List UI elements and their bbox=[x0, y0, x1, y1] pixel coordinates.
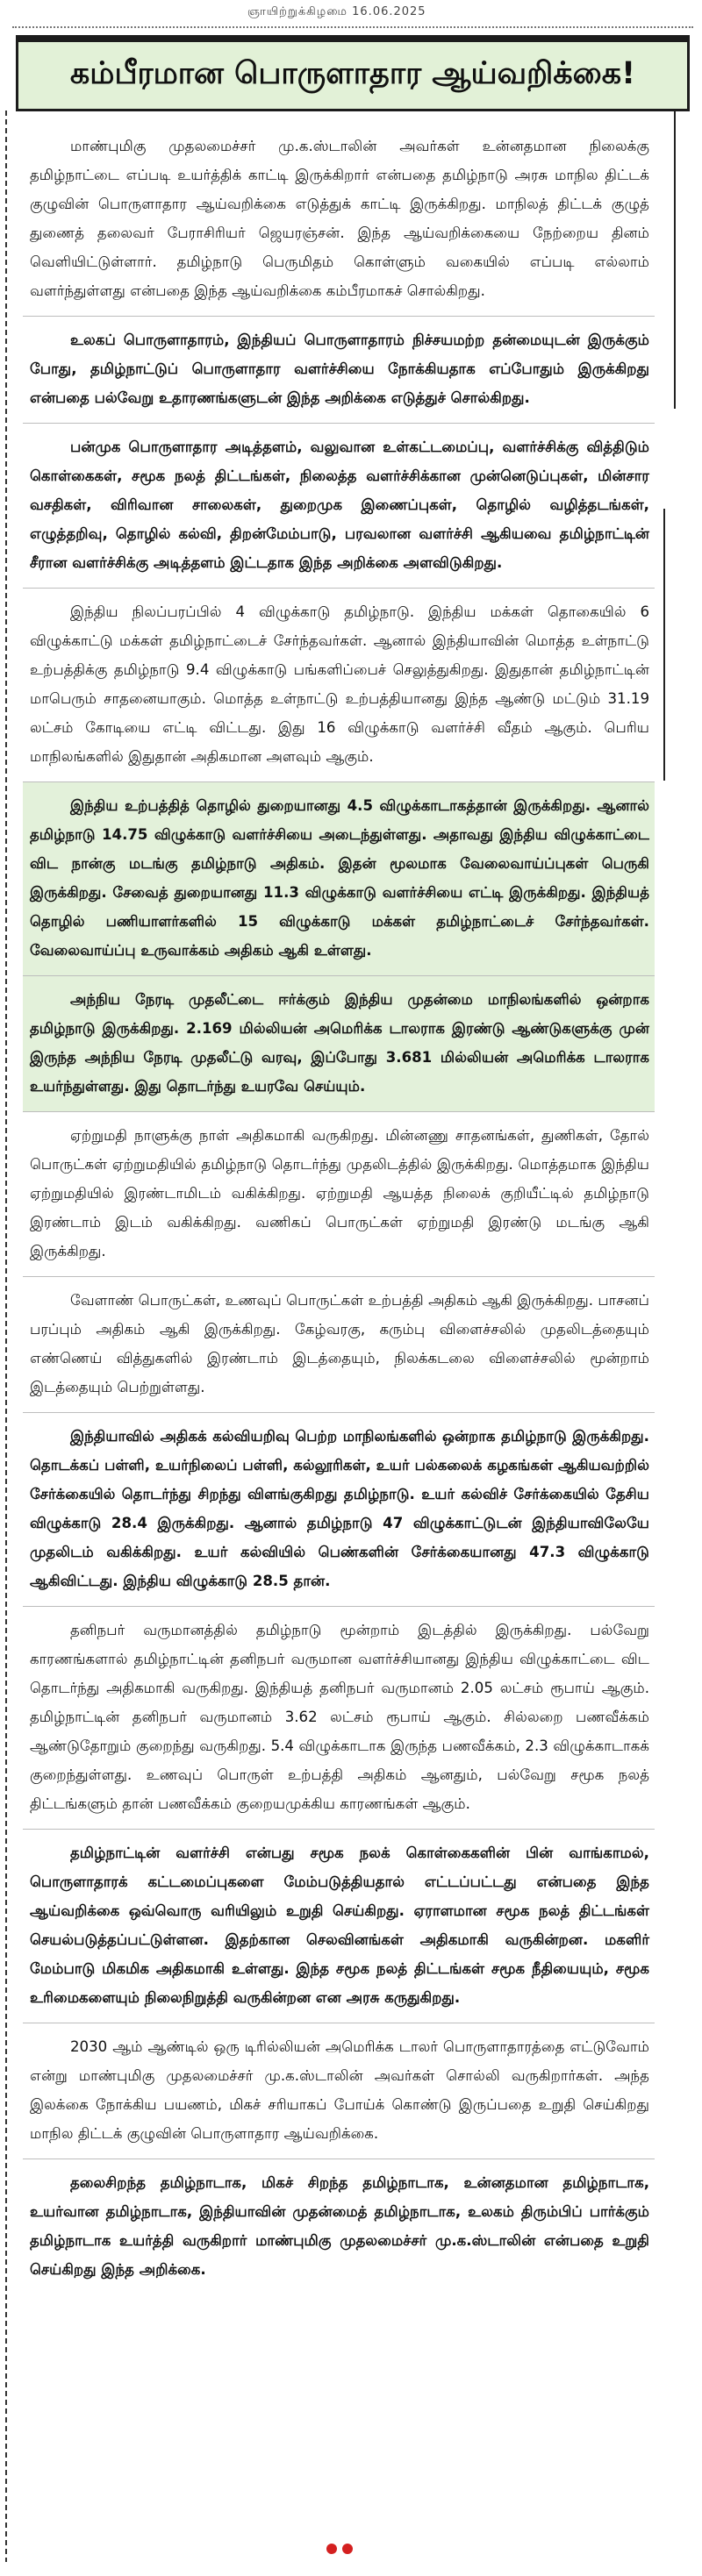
paragraph: 2030 ஆம் ஆண்டில் ஒரு டிரில்லியன் அமெரிக்க டாலர் பொருளாதாரத்தை எட்டுவோம் என்று மாண்புமிகு முதலமைச்சர் மு.க.ஸ்டாலின் அவர்கள் சொல்லி வருகிறார்கள். அந்த இலக்கை நோக்கிய பயணம், மிகச் சரியாகப் போய்க் கொண்டு இருப்பதை உறுதி செய்கிறது மாநில திட்டக் குழுவின் பொருளாதார ஆய்வறிக்கை. bbox=[23, 2023, 655, 2159]
paragraph: தலைசிறந்த தமிழ்நாடாக, மிகச் சிறந்த தமிழ்நாடாக, உன்னதமான தமிழ்நாடாக, உயர்வான தமிழ்நாடாக, இந்தியாவின் முதன்மைத் தமிழ்நாடாக, உலகம் திரும்பிப் பார்க்கும் தமிழ்நாடாக உயர்த்தி வருகிறார் மாண்புமிகு முதலமைச்சர் மு.க.ஸ்டாலின் என்பதை உறுதி செய்கிறது இந்த அறிக்கை. bbox=[23, 2159, 655, 2294]
headline-box bbox=[16, 35, 690, 111]
date-text: ஞாயிற்றுக்கிழமை 16.06.2025 bbox=[247, 5, 426, 18]
article-body bbox=[23, 123, 655, 2294]
paragraph: இந்திய நிலப்பரப்பில் 4 விழுக்காடு தமிழ்நாடு. இந்திய மக்கள் தொகையில் 6 விழுக்காட்டு மக்கள் தமிழ்நாட்டைச் சேர்ந்தவர்கள். ஆனால் இந்தியாவின் மொத்த உள்நாட்டு உற்பத்திக்கு தமிழ்நாடு 9.4 விழுக்காடு பங்களிப்பைச் செலுத்துகிறது. இதுதான் தமிழ்நாட்டின் மாபெரும் சாதனையாகும். மொத்த உள்நாட்டு உற்பத்தியானது இந்த ஆண்டு மட்டும் 31.19 லட்சம் கோடியை எட்டி விட்டது. இது 16 விழுக்காடு வளர்ச்சி வீதம் ஆகும். பெரிய மாநிலங்களில் இதுதான் அதிகமான அளவும் ஆகும். bbox=[23, 588, 655, 781]
column-rule-left bbox=[5, 111, 7, 2562]
paragraph: ஏற்றுமதி நாளுக்கு நாள் அதிகமாகி வருகிறது. மின்னணு சாதனங்கள், துணிகள், தோல் பொருட்கள் ஏற்றுமதியில் தமிழ்நாடு தொடர்ந்து முதலிடத்தில் இருக்கிறது. மொத்தமாக இந்திய ஏற்றுமதியில் இரண்டாமிடம் வகிக்கிறது. ஏற்றுமதி ஆயத்த நிலைக் குறியீட்டில் தமிழ்நாடு இரண்டாம் இடம் வகிக்கிறது. வணிகப் பொருட்கள் ஏற்றுமதி இரண்டு மடங்கு ஆகி இருக்கிறது. bbox=[23, 1111, 655, 1276]
paragraph: தமிழ்நாட்டின் வளர்ச்சி என்பது சமூக நலக் கொள்கைகளின் பின் வாங்காமல், பொருளாதாரக் கட்டமைப்புகளை மேம்படுத்தியதால் எட்டப்பட்டது என்பதை இந்த ஆய்வறிக்கை ஒவ்வொரு வரியிலும் உறுதி செய்கிறது. ஏராளமான சமூக நலத் திட்டங்கள் செயல்படுத்தப்பட்டுள்ளன. இதற்கான செலவினங்கள் அதிகமாகி வருகின்றன. மகளிர் மேம்பாடு மிகமிக அதிகமாகி உள்ளது. இந்த சமூக நலத் திட்டங்கள் சமூக நீதியையும், சமூக உரிமைகளையும் நிலைநிறுத்தி வருகின்றன என அரசு கருதுகிறது. bbox=[23, 1829, 655, 2023]
date-line bbox=[12, 0, 693, 28]
paragraph: அந்நிய நேரடி முதலீட்டை ஈர்க்கும் இந்திய முதன்மை மாநிலங்களில் ஒன்றாக தமிழ்நாடு இருக்கிறது. 2.169 மில்லியன் அமெரிக்க டாலராக இரண்டு ஆண்டுகளுக்கு முன் இருந்த அந்நிய நேரடி முதலீட்டு வரவு, இப்போது 3.681 மில்லியன் அமெரிக்க டாலராக உயர்ந்துள்ளது. இது தொடர்ந்து உயரவே செய்யும். bbox=[23, 975, 655, 1111]
paragraph: இந்தியாவில் அதிகக் கல்வியறிவு பெற்ற மாநிலங்களில் ஒன்றாக தமிழ்நாடு இருக்கிறது. தொடக்கப் பள்ளி, உயர்நிலைப் பள்ளி, கல்லூரிகள், உயர் பல்கலைக் கழகங்கள் ஆகியவற்றில் சேர்க்கையில் தொடர்ந்து சிறந்து விளங்குகிறது தமிழ்நாடு. உயர் கல்விச் சேர்க்கையில் தேசிய விழுக்காடு 28.4 இருக்கிறது. ஆனால் தமிழ்நாடு 47 விழுக்காட்டுடன் இந்தியாவிலேயே முதலிடம் வகிக்கிறது. உயர் கல்வியில் பெண்களின் சேர்க்கையானது 47.3 விழுக்காடு ஆகிவிட்டது. இந்திய விழுக்காடு 28.5 தான். bbox=[23, 1412, 655, 1606]
paragraph: வேளாண் பொருட்கள், உணவுப் பொருட்கள் உற்பத்தி அதிகம் ஆகி இருக்கிறது. பாசனப் பரப்பும் அதிகம் ஆகி இருக்கிறது. கேழ்வரகு, கரும்பு விளைச்சலில் முதலிடத்தையும் எண்ணெய் வித்துகளில் இரண்டாம் இடத்தையும், நிலக்கடலை விளைச்சலில் மூன்றாம் இடத்தையும் பெற்றுள்ளது. bbox=[23, 1276, 655, 1412]
paragraph: பன்முக பொருளாதார அடித்தளம், வலுவான உள்கட்டமைப்பு, வளர்ச்சிக்கு வித்திடும் கொள்கைகள், சமூக நலத் திட்டங்கள், நிலைத்த வளர்ச்சிக்கான முன்னெடுப்புகள், மின்சார வசதிகள், விரிவான சாலைகள், துறைமுக இணைப்புகள், தொழில் வழித்தடங்கள், எழுத்தறிவு, தொழில் கல்வி, திறன்மேம்பாடு, பரவலான வளர்ச்சி ஆகியவை தமிழ்நாட்டின் சீரான வளர்ச்சிக்கு அடித்தளம் இட்டதாக இந்த அறிக்கை அளவிடுகிறது. bbox=[23, 423, 655, 588]
paragraph: இந்திய உற்பத்தித் தொழில் துறையானது 4.5 விழுக்காடாகத்தான் இருக்கிறது. ஆனால் தமிழ்நாடு 14.75 விழுக்காடு வளர்ச்சியை அடைந்துள்ளது. அதாவது இந்திய விழுக்காட்டை விட நான்கு மடங்கு தமிழ்நாடு அதிகம். இதன் மூலமாக வேலைவாய்ப்புகள் பெருகி இருக்கிறது. சேவைத் துறையானது 11.3 விழுக்காடு வளர்ச்சியை எட்டி இருக்கிறது. இந்தியத் தொழில் பணியாளர்களில் 15 விழுக்காடு மக்கள் தமிழ்நாட்டைச் சேர்ந்தவர்கள். வேலைவாய்ப்பு உருவாக்கம் அதிகம் ஆகி உள்ளது. bbox=[23, 781, 655, 975]
column-rule-right-lower bbox=[663, 509, 665, 781]
paragraph: உலகப் பொருளாதாரம், இந்தியப் பொருளாதாரம் நிச்சயமற்ற தன்மையுடன் இருக்கும் போது, தமிழ்நாட்டுப் பொருளாதார வளர்ச்சியை நோக்கியதாக எப்போதும் இருக்கிறது என்பதை பல்வேறு உதாரணங்களுடன் இந்த அறிக்கை எடுத்துச் சொல்கிறது. bbox=[23, 316, 655, 423]
column-rule-right bbox=[674, 111, 676, 409]
paragraph: தனிநபர் வருமானத்தில் தமிழ்நாடு மூன்றாம் இடத்தில் இருக்கிறது. பல்வேறு காரணங்களால் தமிழ்நாட்டின் தனிநபர் வருமான வளர்ச்சியானது இந்திய விழுக்காட்டை விட தொடர்ந்து அதிகமாகி வருகிறது. இந்தியத் தனிநபர் வருமானம் 2.05 லட்சம் ரூபாய் ஆகும். தமிழ்நாட்டின் தனிநபர் வருமானம் 3.62 லட்சம் ரூபாய் ஆகும். சில்லறை பணவீக்கம் ஆண்டுதோறும் குறைந்து வருகிறது. 5.4 விழுக்காடாக இருந்த பணவீக்கம், 2.3 விழுக்காடாகக் குறைந்துள்ளது. உணவுப் பொருள் உற்பத்தி அதிகம் ஆனதும், பல்வேறு சமூக நலத் திட்டங்களும் தான் பணவீக்கம் குறையமுக்கிய காரணங்கள் ஆகும். bbox=[23, 1606, 655, 1829]
end-marker bbox=[326, 2544, 353, 2554]
paragraph: மாண்புமிகு முதலமைச்சர் மு.க.ஸ்டாலின் அவர்கள் உன்னதமான நிலைக்கு தமிழ்நாட்டை எப்படி உயர்த்திக் காட்டி இருக்கிறார் என்பதை தமிழ்நாடு அரசு மாநில திட்டக் குழுவின் பொருளாதார ஆய்வறிக்கை எடுத்துக் காட்டி இருக்கிறது. மாநிலத் திட்டக் குழுத் துணைத் தலைவர் பேராசிரியர் ஜெயரஞ்சன். இந்த ஆய்வறிக்கையை நேற்றைய தினம் வெளியிட்டுள்ளார். தமிழ்நாடு பெருமிதம் கொள்ளும் வகையில் எப்படி எல்லாம் வளர்ந்துள்ளது என்பதை இந்த ஆய்வறிக்கை கம்பீரமாகச் சொல்கிறது. bbox=[30, 138, 649, 299]
headline: கம்பீரமான பொருளாதார ஆய்வறிக்கை! bbox=[69, 56, 636, 91]
end-dot bbox=[342, 2544, 353, 2554]
end-dot bbox=[326, 2544, 337, 2554]
